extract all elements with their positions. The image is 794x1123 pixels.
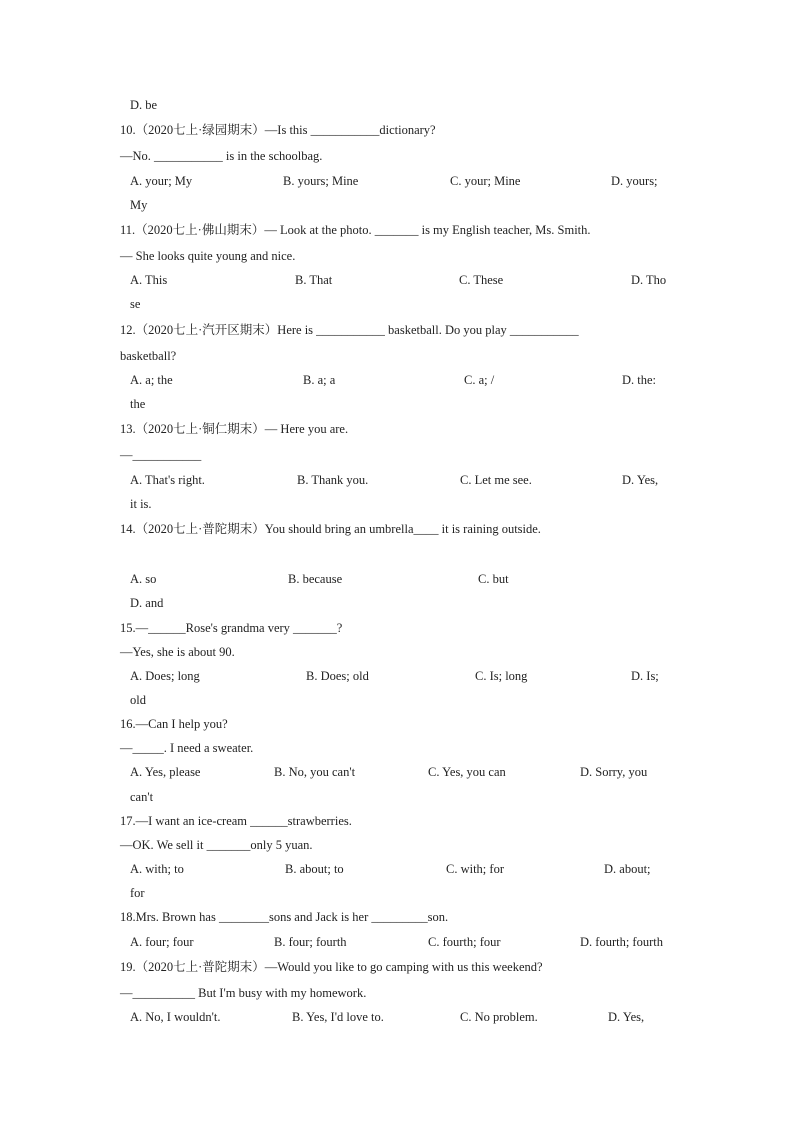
option-a: A. your; My (130, 174, 193, 188)
question-19: 19.（2020七上·普陀期末）—Would you like to go camping with us this weekend? (120, 960, 543, 974)
option-c: C. Let me see. (460, 473, 532, 487)
option-a: A. so (130, 572, 157, 586)
question-15: 15.—______Rose's grandma very _______? (120, 621, 343, 635)
question-continued: basketball? (120, 349, 177, 363)
option-d: D. about; (604, 862, 651, 876)
option-d: D. yours; (611, 174, 658, 188)
question-18: 18.Mrs. Brown has ________sons and Jack is her _________son. (120, 910, 449, 924)
option-d-continued: can't (130, 790, 154, 804)
option-d-continued: old (130, 693, 146, 707)
option-d-continued: it is. (130, 497, 152, 511)
option-a: A. This (130, 273, 168, 287)
option-b: B. Thank you. (297, 473, 369, 487)
option-b: B. No, you can't (274, 765, 356, 779)
option-b: B. Does; old (306, 669, 369, 683)
option-d: D. the: (622, 373, 657, 387)
option-a: A. four; four (130, 935, 194, 949)
option-d: D. Yes, (622, 473, 659, 487)
option-c: C. No problem. (460, 1010, 538, 1024)
option-d-continued: se (130, 297, 141, 311)
question-12: 12.（2020七上·汽开区期末）Here is ___________ basketball. Do you play ___________ (120, 323, 579, 337)
question-14: 14.（2020七上·普陀期末）You should bring an umbrella____ it is raining outside. (120, 522, 541, 536)
response-line: —OK. We sell it _______only 5 yuan. (120, 838, 313, 852)
question-17: 17.—I want an ice-cream ______strawberries. (120, 814, 352, 828)
option-d: D. Is; (631, 669, 659, 683)
question-11: 11.（2020七上·佛山期末）— Look at the photo. _______ is my English teacher, Ms. Smith. (120, 223, 591, 237)
option-c: C. a; / (464, 373, 495, 387)
option-b: B. Yes, I'd love to. (292, 1010, 384, 1024)
response-line: —No. ___________ is in the schoolbag. (120, 149, 323, 163)
option-a: A. a; the (130, 373, 173, 387)
option-d: D. Tho (631, 273, 667, 287)
option-a: A. No, I wouldn't. (130, 1010, 221, 1024)
option-b: B. about; to (285, 862, 344, 876)
response-line: —___________ (120, 448, 202, 462)
response-line: —_____. I need a sweater. (120, 741, 254, 755)
option-c: C. Is; long (475, 669, 528, 683)
question-16: 16.—Can I help you? (120, 717, 228, 731)
option-a: A. with; to (130, 862, 184, 876)
option-c: C. with; for (446, 862, 504, 876)
option-d: D. fourth; fourth (580, 935, 663, 949)
option-b: B. four; fourth (274, 935, 347, 949)
option-d: D. Sorry, you (580, 765, 648, 779)
response-line: —__________ But I'm busy with my homework. (120, 986, 367, 1000)
option-d-continued: My (130, 198, 148, 212)
option-a: A. That's right. (130, 473, 205, 487)
option-b: B. because (288, 572, 343, 586)
option-c: C. but (478, 572, 509, 586)
option-c: C. Yes, you can (428, 765, 506, 779)
option-d: D. and (130, 596, 164, 610)
option-a: A. Does; long (130, 669, 200, 683)
response-line: — She looks quite young and nice. (120, 249, 296, 263)
option-b: B. yours; Mine (283, 174, 359, 188)
question-10: 10.（2020七上·绿园期末）—Is this ___________dictionary? (120, 123, 436, 137)
option-b: B. a; a (303, 373, 336, 387)
question-13: 13.（2020七上·铜仁期末）— Here you are. (120, 422, 349, 436)
option-d: D. be (130, 98, 158, 112)
option-d-continued: the (130, 397, 146, 411)
option-a: A. Yes, please (130, 765, 201, 779)
option-c: C. fourth; four (428, 935, 501, 949)
option-d: D. Yes, (608, 1010, 645, 1024)
option-b: B. That (295, 273, 333, 287)
response-line: —Yes, she is about 90. (120, 645, 235, 659)
option-c: C. These (459, 273, 504, 287)
option-c: C. your; Mine (450, 174, 521, 188)
option-d-continued: for (130, 886, 145, 900)
